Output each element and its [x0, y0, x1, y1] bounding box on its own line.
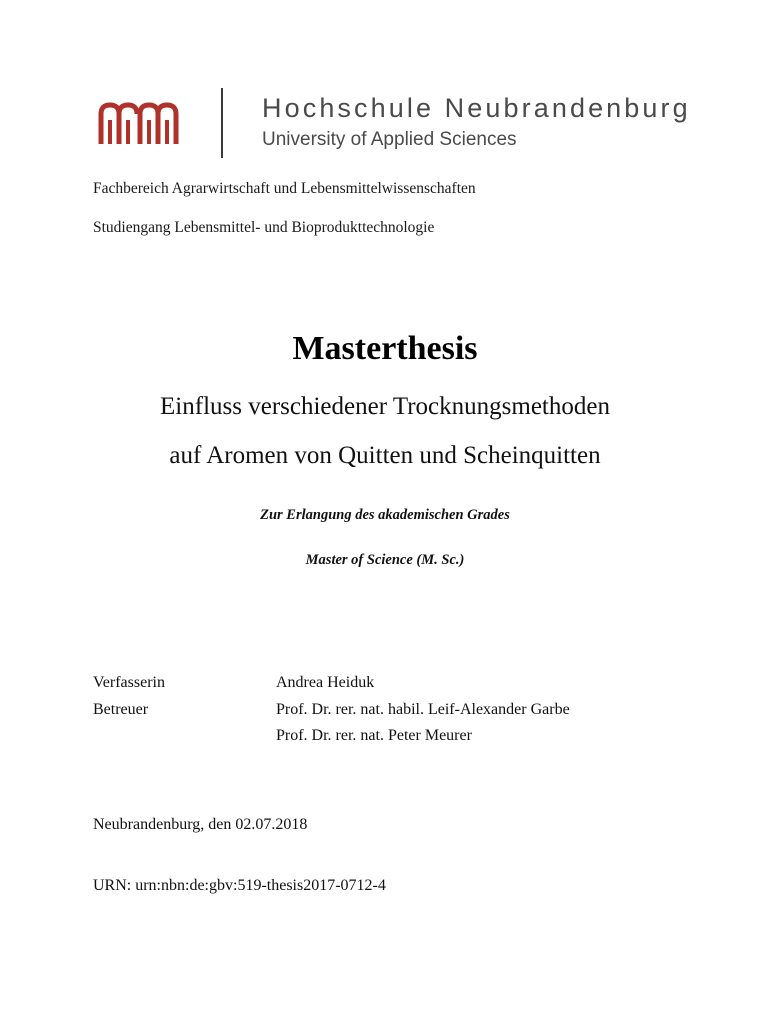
- university-subtitle: University of Applied Sciences: [262, 129, 517, 150]
- faculty-name: Fachbereich Agrarwirtschaft und Lebensmittelwissenschaften: [93, 180, 476, 197]
- logo-divider: [221, 88, 223, 158]
- thesis-title-line-1: Einfluss verschiedener Trocknungsmethoden: [160, 393, 610, 420]
- author-name: Andrea Heiduk: [276, 674, 375, 691]
- degree-purpose: Zur Erlangung des akademischen Grades: [260, 507, 510, 523]
- thesis-type-heading: Masterthesis: [292, 330, 478, 367]
- supervisor-label: Betreuer: [93, 701, 149, 718]
- thesis-title-line-2: auf Aromen von Quitten und Scheinquitten: [169, 442, 601, 469]
- degree-name: Master of Science (M. Sc.): [305, 552, 465, 568]
- supervisor-1: Prof. Dr. rer. nat. habil. Leif-Alexander Garbe: [276, 701, 570, 718]
- place-and-date: Neubrandenburg, den 02.07.2018: [93, 816, 308, 833]
- university-name: Hochschule Neubrandenburg: [262, 93, 691, 123]
- urn-identifier: URN: urn:nbn:de:gbv:519-thesis2017-0712-4: [93, 877, 386, 894]
- author-label: Verfasserin: [93, 674, 165, 691]
- supervisor-2: Prof. Dr. rer. nat. Peter Meurer: [276, 727, 472, 744]
- university-logo-icon: [98, 100, 182, 144]
- program-name: Studiengang Lebensmittel- und Bioprodukttechnologie: [93, 219, 435, 236]
